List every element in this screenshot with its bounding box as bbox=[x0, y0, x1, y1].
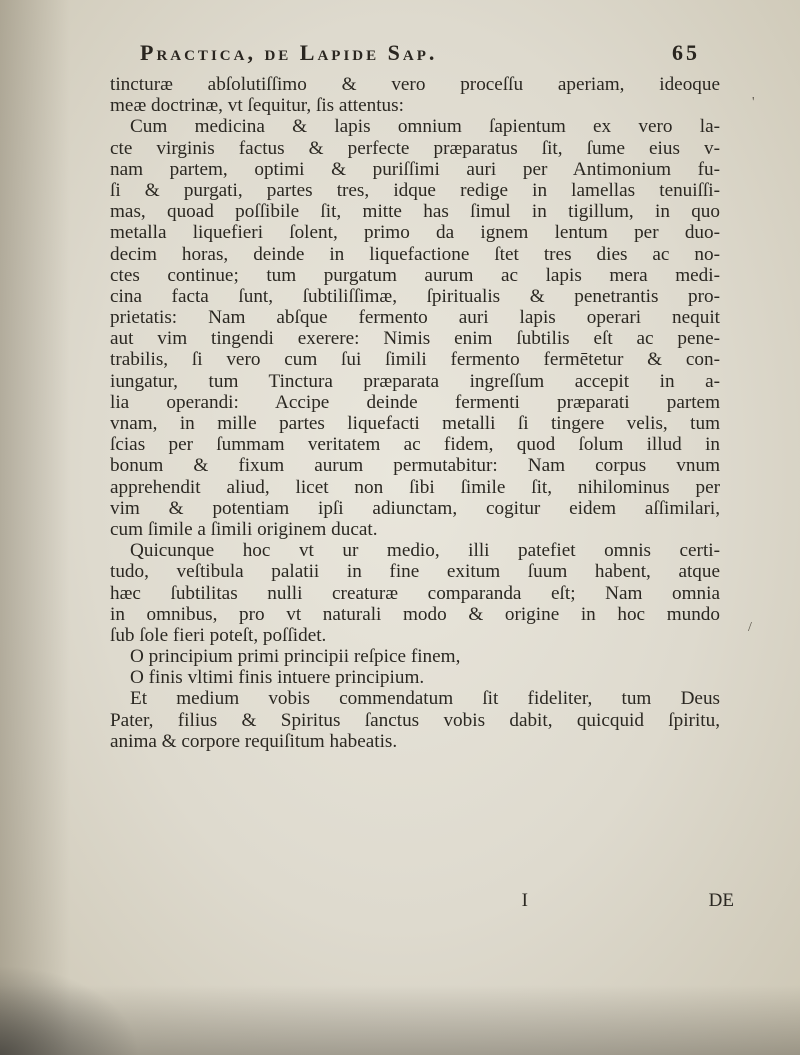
text-line: nam partem, optimi & puriſſimi auri per Antimonium fu- bbox=[110, 158, 720, 180]
text-line: anima & corpore requiſitum habeatis. bbox=[110, 730, 398, 752]
text-line: vim & potentiam ipſi adiunctam, cogitur eidem aſſimilari, bbox=[110, 497, 720, 519]
text-line: tincturæ abſolutiſſimo & vero proceſſu aperiam, ideoque bbox=[110, 74, 720, 95]
text-line: O principium primi principii reſpice finem, bbox=[130, 646, 461, 668]
text-line: ſub ſole fieri poteſt, poſſidet. bbox=[110, 624, 327, 646]
corner-stain bbox=[0, 965, 140, 1055]
text-line: cte virginis factus & perfecte præparatus ſit, ſume eius v- bbox=[110, 137, 720, 159]
text-line: metalla liquefieri ſolent, primo da ignem lentum per duo- bbox=[110, 222, 720, 244]
text-line: Quicunque hoc vt ur medio, illi patefiet omnis certi- bbox=[130, 540, 720, 562]
text-line: ctes continue; tum purgatum aurum ac lapis mera medi- bbox=[110, 264, 720, 286]
margin-mark: ' bbox=[752, 95, 755, 110]
text-line: in omnibus, pro vt naturali modo & origine in hoc mundo bbox=[110, 603, 720, 625]
margin-mark: / bbox=[748, 620, 752, 635]
gutter-shadow bbox=[0, 0, 70, 1055]
text-line: apprehendit aliud, licet non ſibi ſimile ſit, nihilominus per bbox=[110, 476, 720, 498]
text-line: tudo, veſtibula palatii in fine exitum ſuum habent, atque bbox=[110, 561, 720, 583]
text-line: lia operandi: Accipe deinde fermenti præparati partem bbox=[110, 391, 720, 413]
text-line: meæ doctrinæ, vt ſequitur, ſis attentus: bbox=[110, 95, 404, 117]
text-line: cum ſimile a ſimili originem ducat. bbox=[110, 518, 378, 540]
running-header bbox=[140, 40, 700, 70]
text-line: Et medium vobis commendatum ſit fideliter, tum Deus bbox=[130, 688, 720, 710]
text-line: aut vim tingendi exerere: Nimis enim ſubtilis eſt ac pene- bbox=[110, 328, 720, 350]
text-line: hæc ſubtilitas nulli creaturæ comparanda eſt; Nam omnia bbox=[110, 582, 720, 604]
text-line: iungatur, tum Tinctura præparata ingreſſum accepit in a- bbox=[110, 370, 720, 392]
text-line: O finis vltimi finis intuere principium. bbox=[130, 667, 425, 689]
running-title: Practica, de Lapide Sap. bbox=[140, 40, 438, 65]
text-line: decim horas, deinde in liquefactione ſtet tres dies ac no- bbox=[110, 243, 720, 265]
text-line: mas, quoad poſſibile ſit, mitte has ſimul in tigillum, in quo bbox=[110, 201, 720, 223]
text-line: Pater, filius & Spiritus ſanctus vobis dabit, quicquid ſpiritu, bbox=[110, 709, 720, 731]
text-line: ſcias per ſummam veritatem ac fidem, quod ſolum illud in bbox=[110, 434, 720, 456]
text-line: ſi & purgati, partes tres, idque redige in lamellas tenuiſſi- bbox=[110, 179, 720, 201]
main-text bbox=[110, 74, 720, 752]
folio-number: 65 bbox=[672, 40, 700, 65]
text-line: bonum & fixum aurum permutabitur: Nam corpus vnum bbox=[110, 455, 720, 477]
signature-mark: I bbox=[521, 890, 528, 911]
text-line: vnam, in mille partes liquefacti metalli ſi tingere velis, tum bbox=[110, 413, 720, 434]
text-line: Cum medicina & lapis omnium ſapientum ex vero la- bbox=[130, 116, 720, 138]
text-line: cina facta ſunt, ſubtiliſſimæ, ſpiritualis & penetrantis pro- bbox=[110, 285, 720, 307]
catchword: DE bbox=[708, 890, 734, 911]
text-line: prietatis: Nam abſque fermento auri lapis operari nequit bbox=[110, 307, 720, 329]
text-line: trabilis, ſi vero cum ſui ſimili fermento fermētetur & con- bbox=[110, 349, 720, 371]
